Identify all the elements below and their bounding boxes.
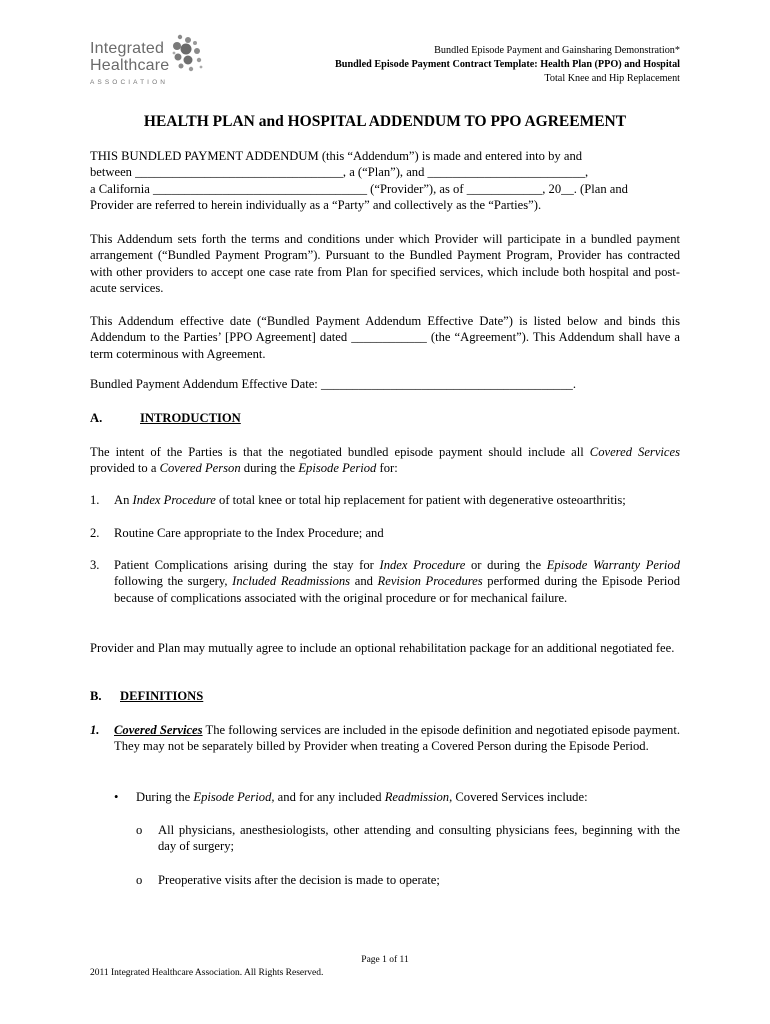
section-a-letter: A. xyxy=(90,411,103,425)
intent-text-3: during the xyxy=(240,461,299,476)
item3-text-d: and xyxy=(350,574,378,589)
bullet-text-a: During the xyxy=(136,790,194,804)
list-item xyxy=(90,525,680,541)
effective-paragraph: This Addendum effective date (“Bundled Payment Addendum Effective Date”) is listed below and binds this Addendum to the Parties’ [PPO Agreement] dated ____________ (the “Agreement”). This Addendum shall have a term coterminous with Agreement. xyxy=(90,314,680,361)
intro-line-4: Provider are referred to herein individually as a “Party” and collectively as the “Parties”). xyxy=(90,198,542,213)
definition-number: 1. xyxy=(90,723,100,737)
list-item-text xyxy=(114,492,680,508)
item3-text-c: following the surgery, xyxy=(114,574,233,589)
section-a-title: INTRODUCTION xyxy=(140,411,241,425)
item1-term: Index Procedure xyxy=(132,493,216,507)
bullet-text-c: , Covered Services include: xyxy=(449,790,588,804)
intent-text-1: The intent of the Parties is that the negotiated bundled episode payment should include all xyxy=(90,445,590,459)
intent-text-2: provided to a xyxy=(90,461,160,476)
list-item-text: Routine Care appropriate to the Index Procedure; and xyxy=(114,526,384,540)
intro-line-3: a California __________________________________ (“Provider”), as of ____________, 20__. (Plan and xyxy=(90,181,628,196)
definition-body: The following services are included in the episode definition and negotiated episode payment. They may not be separately billed by Provider when treating a Covered Person during the Episode Period. xyxy=(114,723,680,754)
iha-logo xyxy=(90,33,220,93)
section-b-letter: B. xyxy=(90,689,102,703)
intro-line-2: between _________________________________, a (“Plan”), and _________________________, xyxy=(90,165,589,180)
item1-text-b: of total knee or total hip replacement for patient with degenerative osteoarthritis; xyxy=(215,493,626,507)
bullet-term-2: Readmission xyxy=(384,790,450,804)
bullet-text-b: and for any included xyxy=(274,790,385,804)
header-line-3: Total Knee and Hip Replacement xyxy=(544,73,680,84)
bullet-glyph: • xyxy=(114,790,119,804)
page-number: Page 1 of 11 xyxy=(361,955,409,965)
item3-term-2: Episode Warranty Period xyxy=(546,558,680,572)
list-item xyxy=(90,557,680,606)
item3-term-4: Revision Procedures xyxy=(377,574,483,589)
copyright-notice: 2011 Integrated Healthcare Association. All Rights Reserved. xyxy=(90,968,324,978)
sub-bullet-glyph: o xyxy=(136,823,143,837)
definition-item xyxy=(90,722,680,755)
intent-paragraph xyxy=(90,444,680,477)
section-a-heading xyxy=(90,410,241,426)
item1-text-a: An xyxy=(114,493,133,507)
logo-word-healthcare: Healthcare xyxy=(90,57,170,74)
section-b-heading xyxy=(90,688,203,704)
section-b-title: DEFINITIONS xyxy=(120,689,204,703)
sub-bullet-glyph: o xyxy=(136,873,143,887)
logo-word-integrated: Integrated xyxy=(90,40,165,57)
list-item-number: 2. xyxy=(90,526,100,540)
logo-dots-icon xyxy=(168,33,208,79)
header-line-2: Bundled Episode Payment Contract Template: Health Plan (PPO) and Hospital xyxy=(335,59,680,70)
sub-bullet-text: Preoperative visits after the decision is made to operate; xyxy=(158,873,440,887)
intro-paragraph xyxy=(90,148,680,214)
list-item-text xyxy=(114,557,680,606)
item3-text-a: Patient Complications arising during the stay for xyxy=(114,558,380,572)
item3-term-1: Index Procedure xyxy=(379,558,466,572)
definition-term: Covered Services xyxy=(114,723,203,737)
intent-term-covered-person: Covered Person xyxy=(159,461,241,476)
sub-bullet-item xyxy=(136,872,680,888)
logo-word-association: ASSOCIATION xyxy=(90,79,169,86)
document-title: HEALTH PLAN and HOSPITAL ADDENDUM TO PPO AGREEMENT xyxy=(143,113,627,130)
header-line-1: Bundled Episode Payment and Gainsharing Demonstration* xyxy=(434,45,680,56)
bullet-text xyxy=(136,789,588,805)
sub-bullet-item xyxy=(136,822,680,855)
intent-term-episode-period: Episode Period xyxy=(298,461,377,476)
document-header xyxy=(335,44,680,86)
item3-term-3: Included Readmissions xyxy=(232,574,351,589)
terms-paragraph: This Addendum sets forth the terms and conditions under which Provider will participate in a bundled payment arrangement (“Bundled Payment Program”). Pursuant to the Bundled Payment Program, Provider has contracted with other providers to accept one case rate from Plan for specified services, which include both hospital and post-acute services. xyxy=(90,232,680,296)
definition-text xyxy=(114,722,680,755)
list-item xyxy=(90,492,680,508)
sub-bullet-text: All physicians, anesthesiologists, other attending and consulting physicians fees, beginning with the day of surgery; xyxy=(158,823,680,854)
effective-date-line: Bundled Payment Addendum Effective Date: ________________________________________. xyxy=(90,377,576,391)
bullet-term-1: Episode Period, xyxy=(193,790,275,804)
item3-text-b: or during the xyxy=(465,558,547,572)
bullet-item xyxy=(114,789,588,805)
intent-text-4: for: xyxy=(376,461,398,476)
item3-text-e: performed during the Episode Period because of complications associated with the original procedure or for mechanical failure. xyxy=(114,574,680,605)
intent-term-covered-services: Covered Services xyxy=(589,445,680,459)
list-item-number: 1. xyxy=(90,493,100,507)
list-item-number: 3. xyxy=(90,558,100,572)
rehab-paragraph: Provider and Plan may mutually agree to include an optional rehabilitation package for an additional negotiated fee. xyxy=(90,641,675,655)
intro-line-1: THIS BUNDLED PAYMENT ADDENDUM (this “Addendum”) is made and entered into by and xyxy=(90,149,583,163)
